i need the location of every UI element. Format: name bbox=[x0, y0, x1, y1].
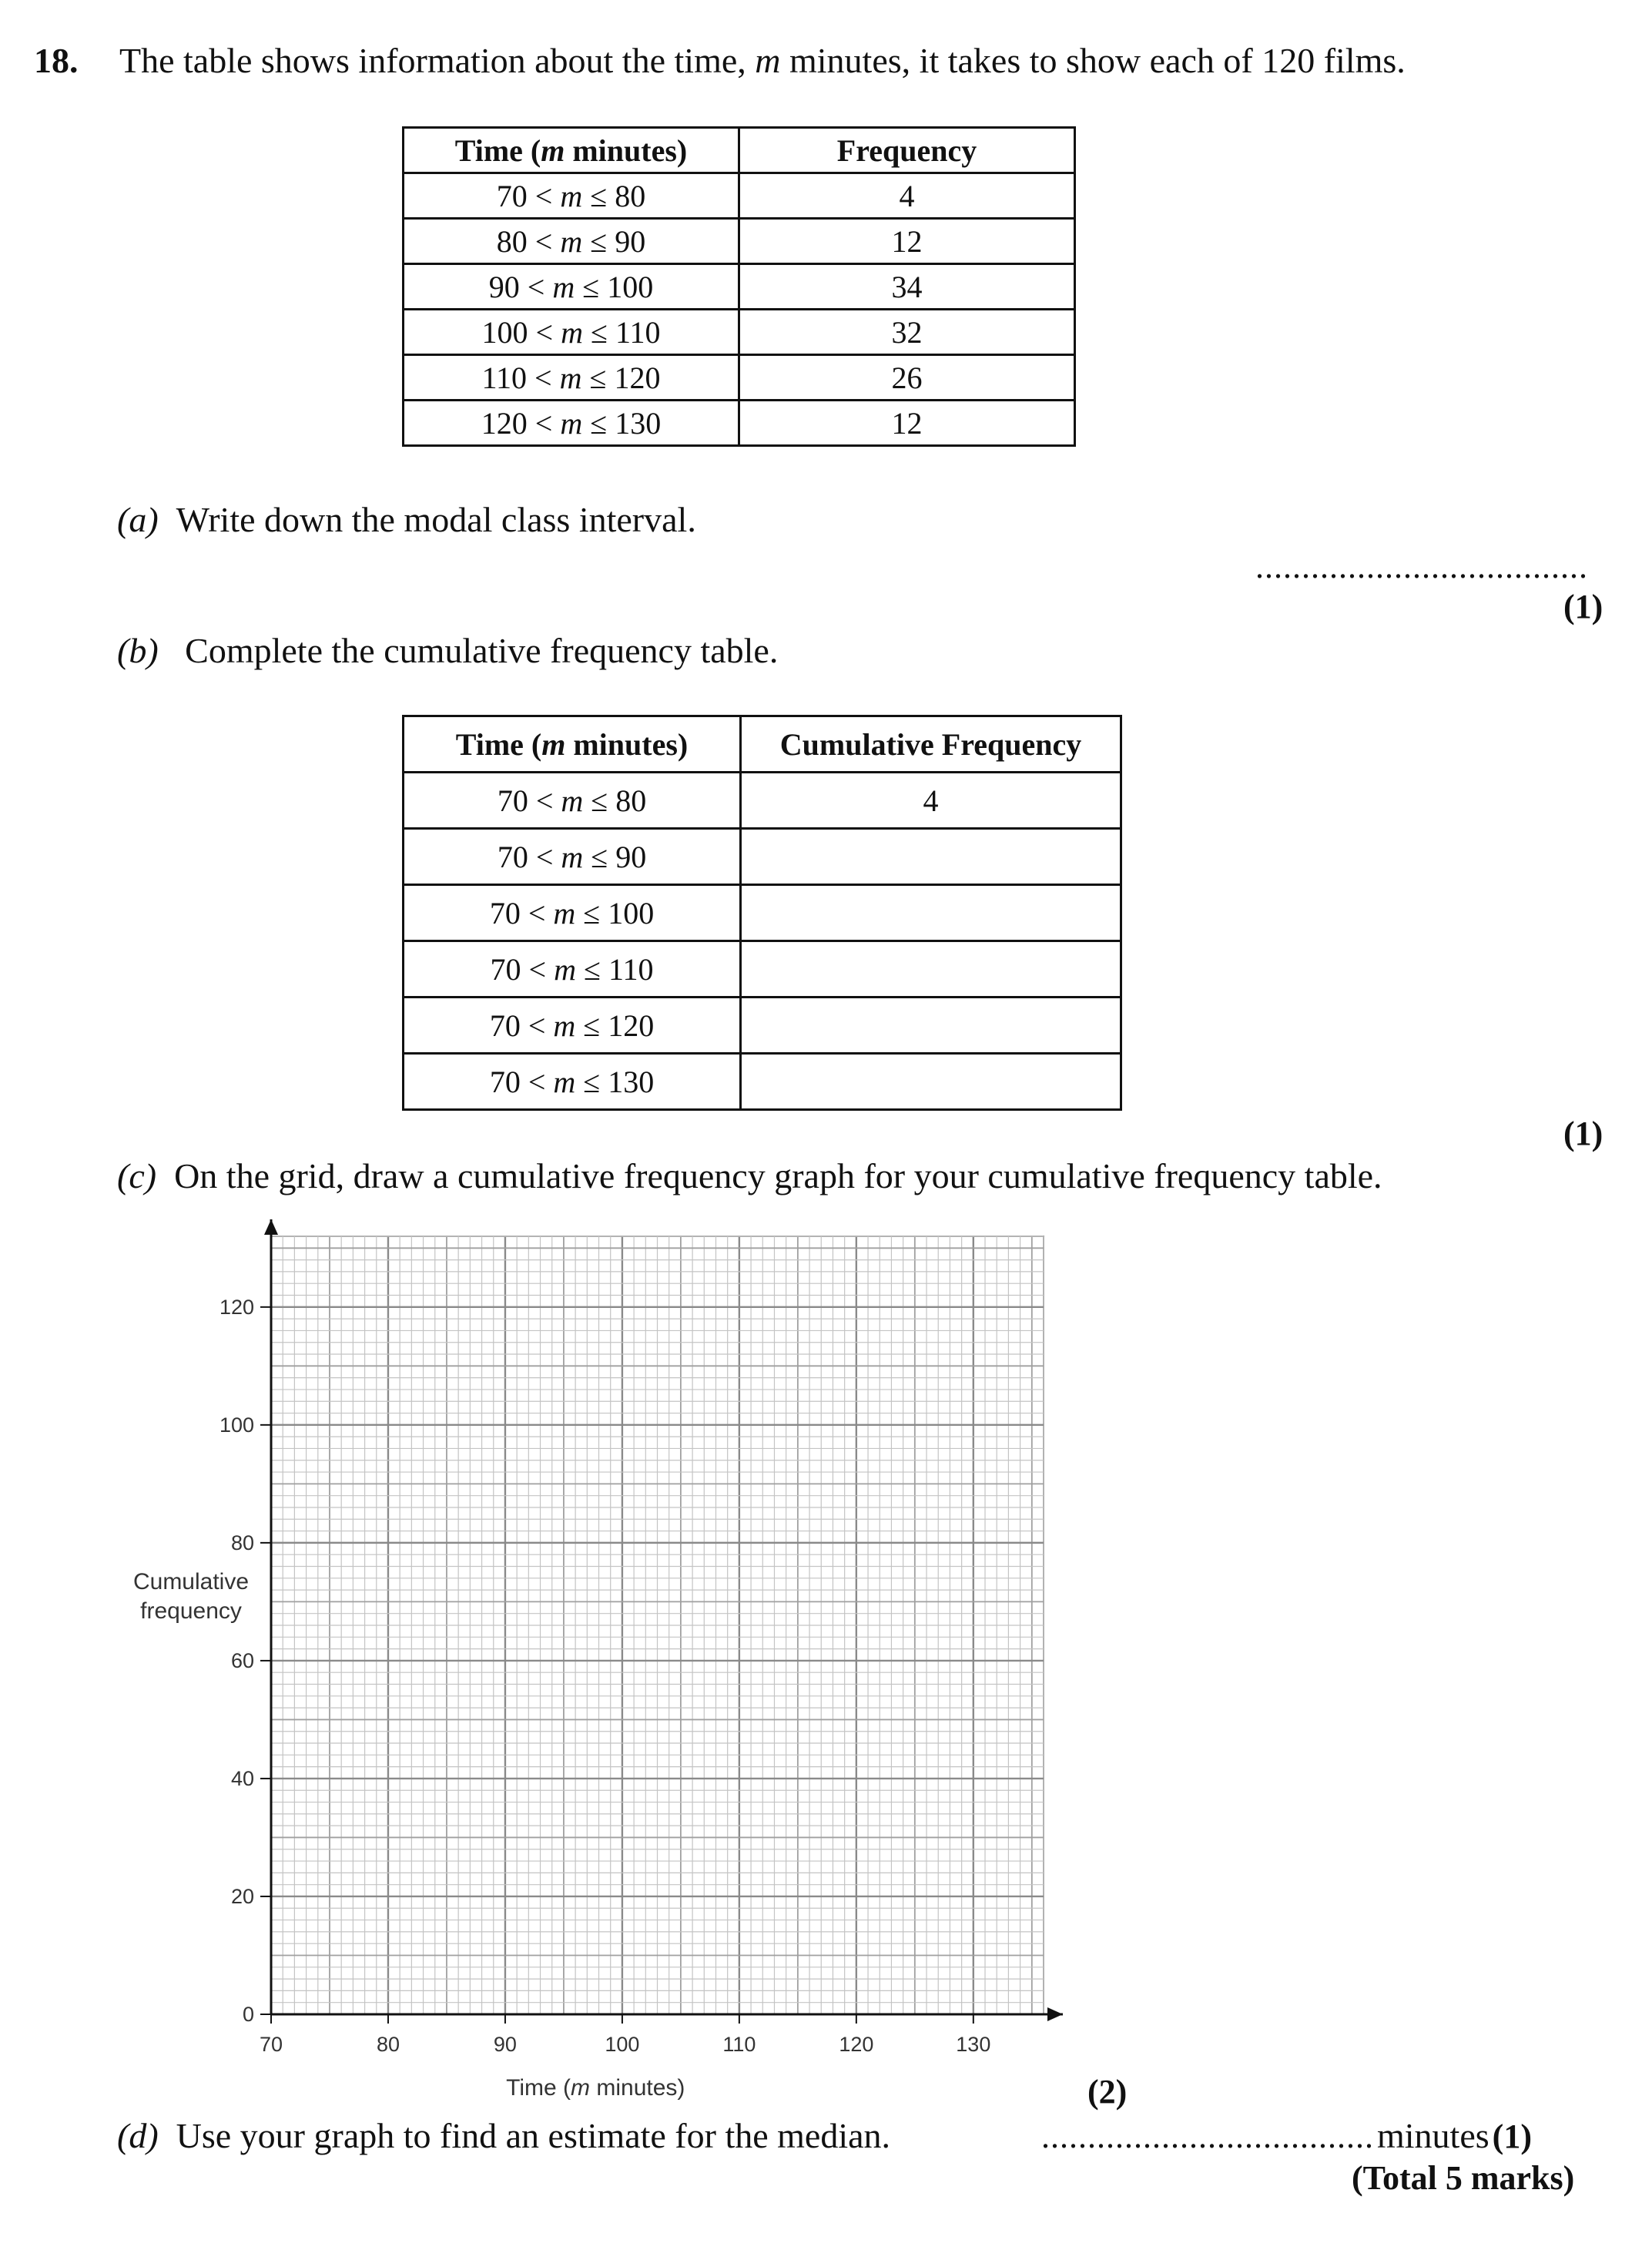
part-d-marks: (1) bbox=[1492, 2118, 1532, 2155]
table-header-row bbox=[404, 128, 1075, 173]
x-tick-label: 70 bbox=[259, 2033, 283, 2056]
y-tick-label: 120 bbox=[219, 1295, 254, 1319]
part-d-answer-line[interactable]: .................................... bbox=[1041, 2118, 1374, 2155]
table-row bbox=[404, 173, 1075, 219]
part-b-marks: (1) bbox=[1563, 1115, 1603, 1152]
y-tick-label: 20 bbox=[230, 1884, 254, 1908]
question-number: 18. bbox=[34, 41, 79, 80]
table-header-row bbox=[404, 716, 1121, 773]
frequency-cell: 4 bbox=[739, 173, 1075, 219]
x-axis-label: Time (m minutes) bbox=[506, 2075, 685, 2101]
table-row bbox=[404, 829, 1121, 885]
cumulative-frequency-input-cell[interactable] bbox=[741, 829, 1121, 885]
intro-before: The table shows information about the time, bbox=[119, 41, 756, 80]
cumulative-frequency-cell: 4 bbox=[741, 773, 1121, 829]
cumulative-frequency-input-cell[interactable] bbox=[741, 1054, 1121, 1110]
interval-cell: 70 < m ≤ 80 bbox=[404, 173, 739, 219]
y-axis-label: Cumulative frequency bbox=[132, 1568, 250, 1624]
y-tick-label: 80 bbox=[230, 1531, 254, 1554]
x-tick-label: 130 bbox=[956, 2033, 991, 2056]
table-row bbox=[404, 941, 1121, 998]
part-a-answer-line[interactable]: .................................... bbox=[1255, 548, 1588, 585]
frequency-cell: 12 bbox=[739, 219, 1075, 264]
cumulative-frequency-input-cell[interactable] bbox=[741, 998, 1121, 1054]
y-axis-arrow-icon bbox=[264, 1219, 278, 1235]
column-header-cumulative-frequency: Cumulative Frequency bbox=[741, 716, 1121, 773]
table-row bbox=[404, 219, 1075, 264]
part-b-label: (b) bbox=[117, 631, 159, 670]
cumulative-frequency-grid[interactable] bbox=[0, 1202, 1094, 2111]
table-row bbox=[404, 310, 1075, 355]
interval-cell: 100 < m ≤ 110 bbox=[404, 310, 739, 355]
part-a-text: Write down the modal class interval. bbox=[176, 500, 696, 539]
interval-cell: 70 < m ≤ 110 bbox=[404, 941, 741, 998]
question-intro bbox=[119, 40, 1406, 81]
part-a-question bbox=[117, 499, 696, 540]
part-c-text: On the grid, draw a cumulative frequency graph for your cumulative frequency table. bbox=[174, 1156, 1382, 1195]
x-axis-arrow-icon bbox=[1047, 2007, 1063, 2021]
column-header-time: Time (m minutes) bbox=[404, 716, 741, 773]
total-marks: (Total 5 marks) bbox=[1352, 2159, 1575, 2197]
table-row bbox=[404, 998, 1121, 1054]
table-row bbox=[404, 264, 1075, 310]
table-row bbox=[404, 401, 1075, 446]
part-d-text: Use your graph to find an estimate for the median. bbox=[176, 2116, 891, 2155]
intro-after: minutes, it takes to show each of 120 films. bbox=[780, 41, 1406, 80]
interval-cell: 80 < m ≤ 90 bbox=[404, 219, 739, 264]
interval-cell: 70 < m ≤ 80 bbox=[404, 773, 741, 829]
part-a-label: (a) bbox=[117, 500, 159, 539]
x-tick-label: 80 bbox=[376, 2033, 400, 2056]
interval-cell: 120 < m ≤ 130 bbox=[404, 401, 739, 446]
part-a-marks: (1) bbox=[1563, 588, 1603, 625]
part-d-label: (d) bbox=[117, 2116, 159, 2155]
y-tick-label: 60 bbox=[230, 1648, 254, 1672]
part-d-answer bbox=[1041, 2115, 1532, 2156]
x-tick-label: 100 bbox=[605, 2033, 640, 2056]
interval-cell: 110 < m ≤ 120 bbox=[404, 355, 739, 401]
part-d-unit: minutes bbox=[1377, 2116, 1489, 2155]
x-tick-label: 120 bbox=[839, 2033, 874, 2056]
table-row bbox=[404, 355, 1075, 401]
table-row bbox=[404, 1054, 1121, 1110]
graph-grid[interactable] bbox=[271, 1236, 1044, 2014]
part-c-label: (c) bbox=[117, 1156, 157, 1195]
part-c-marks: (2) bbox=[1087, 2073, 1128, 2111]
part-b-text: Complete the cumulative frequency table. bbox=[185, 631, 779, 670]
intro-variable: m bbox=[755, 41, 781, 80]
frequency-cell: 26 bbox=[739, 355, 1075, 401]
y-tick-label: 40 bbox=[230, 1766, 254, 1790]
interval-cell: 70 < m ≤ 90 bbox=[404, 829, 741, 885]
cumulative-frequency-table bbox=[402, 715, 1122, 1111]
frequency-cell: 32 bbox=[739, 310, 1075, 355]
column-header-time: Time (m minutes) bbox=[404, 128, 739, 173]
frequency-cell: 12 bbox=[739, 401, 1075, 446]
table-row bbox=[404, 885, 1121, 941]
interval-cell: 70 < m ≤ 120 bbox=[404, 998, 741, 1054]
table-row bbox=[404, 773, 1121, 829]
cumulative-frequency-input-cell[interactable] bbox=[741, 941, 1121, 998]
x-tick-label: 110 bbox=[722, 2033, 756, 2056]
cumulative-frequency-input-cell[interactable] bbox=[741, 885, 1121, 941]
interval-cell: 70 < m ≤ 130 bbox=[404, 1054, 741, 1110]
part-b-question bbox=[117, 630, 778, 671]
frequency-cell: 34 bbox=[739, 264, 1075, 310]
part-d-question bbox=[117, 2115, 890, 2156]
column-header-frequency: Frequency bbox=[739, 128, 1075, 173]
frequency-table bbox=[402, 126, 1076, 447]
y-tick-label: 100 bbox=[219, 1413, 254, 1437]
interval-cell: 90 < m ≤ 100 bbox=[404, 264, 739, 310]
y-tick-label: 0 bbox=[242, 2003, 254, 2026]
x-tick-label: 90 bbox=[493, 2033, 517, 2056]
part-c-question bbox=[117, 1155, 1382, 1196]
interval-cell: 70 < m ≤ 100 bbox=[404, 885, 741, 941]
